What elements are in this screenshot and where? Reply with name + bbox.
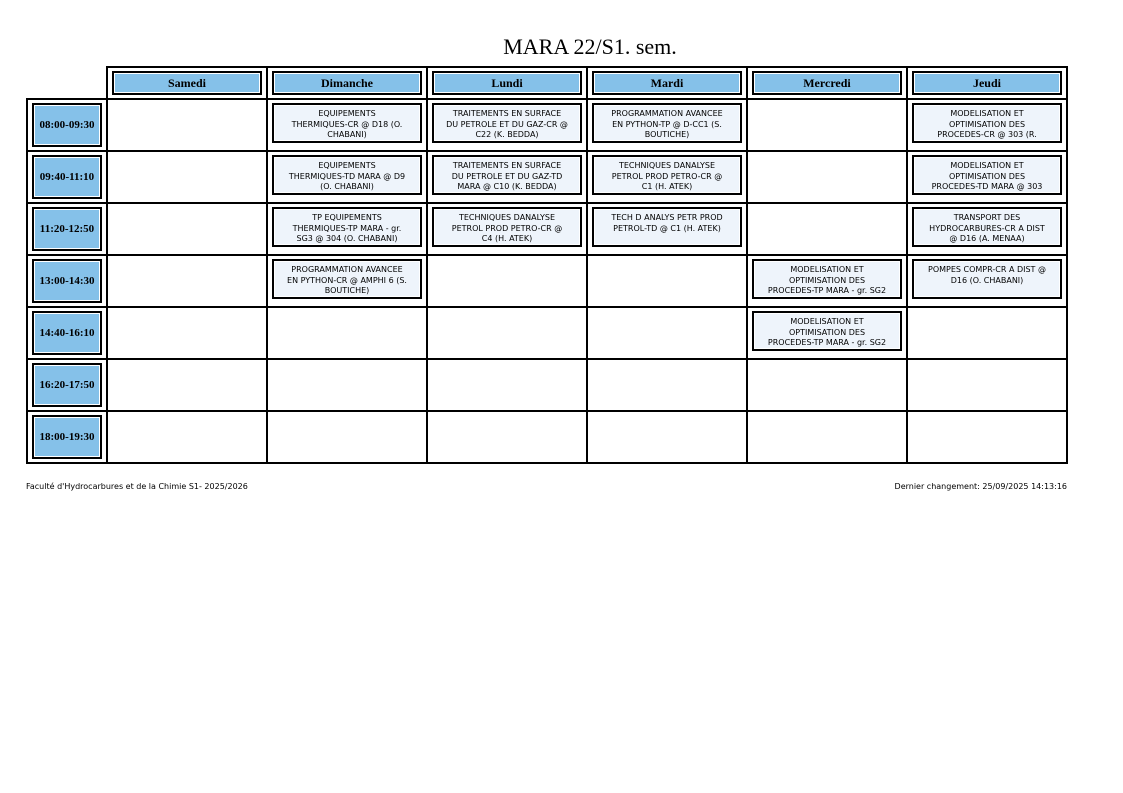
schedule-cell [427,359,587,411]
time-slot-label: 09:40-11:10 [32,155,102,199]
time-slot-label: 16:20-17:50 [32,363,102,407]
course-entry: MODELISATION ET OPTIMISATION DES PROCEDES-TP MARA - gr. SG2 [752,311,902,351]
schedule-cell [587,99,747,151]
schedule-cell [907,151,1067,203]
schedule-cell [587,307,747,359]
day-header-dimanche: Dimanche [272,71,422,95]
day-header-jeudi: Jeudi [912,71,1062,95]
day-header-mercredi: Mercredi [752,71,902,95]
time-slot-label: 13:00-14:30 [32,259,102,303]
day-header-cell [107,67,267,99]
time-slot-row [27,307,1067,359]
time-slot-row [27,255,1067,307]
time-slot-cell [27,203,107,255]
schedule-cell [267,99,427,151]
corner-cell [27,67,107,99]
schedule-cell [427,255,587,307]
schedule-cell [747,255,907,307]
time-slot-label: 08:00-09:30 [32,103,102,147]
day-header-row [27,67,1067,99]
course-entry: TECHNIQUES DANALYSE PETROL PROD PETRO-CR @ C1 (H. ATEK) [592,155,742,195]
schedule-cell [267,255,427,307]
time-slot-row [27,203,1067,255]
course-entry: TECH D ANALYS PETR PROD PETROL-TD @ C1 (H. ATEK) [592,207,742,247]
day-header-mardi: Mardi [592,71,742,95]
course-entry: PROGRAMMATION AVANCEE EN PYTHON-CR @ AMPHI 6 (S. BOUTICHE) [272,259,422,299]
course-entry: TRAITEMENTS EN SURFACE DU PETROLE ET DU GAZ-TD MARA @ C10 (K. BEDDA) [432,155,582,195]
schedule-cell [427,307,587,359]
course-entry: EQUIPEMENTS THERMIQUES-TD MARA @ D9 (O. CHABANI) [272,155,422,195]
time-slot-label: 14:40-16:10 [32,311,102,355]
schedule-cell [907,203,1067,255]
course-entry: TP EQUIPEMENTS THERMIQUES-TP MARA - gr. SG3 @ 304 (O. CHABANI) [272,207,422,247]
schedule-cell [587,255,747,307]
schedule-cell [427,99,587,151]
schedule-cell [107,99,267,151]
schedule-cell [587,203,747,255]
course-entry: MODELISATION ET OPTIMISATION DES PROCEDES-TD MARA @ 303 [912,155,1062,195]
course-entry: PROGRAMMATION AVANCEE EN PYTHON-TP @ D-CC1 (S. BOUTICHE) [592,103,742,143]
time-slot-cell [27,359,107,411]
day-header-cell [587,67,747,99]
time-slot-row [27,411,1067,463]
schedule-cell [907,359,1067,411]
schedule-cell [427,203,587,255]
timetable [26,66,1068,464]
page-title: MARA 22/S1. sem. [503,34,677,59]
time-slot-row [27,151,1067,203]
course-entry: MODELISATION ET OPTIMISATION DES PROCEDES-TP MARA - gr. SG2 [752,259,902,299]
time-slot-cell [27,255,107,307]
schedule-cell [107,255,267,307]
time-slot-label: 11:20-12:50 [32,207,102,251]
schedule-cell [907,255,1067,307]
schedule-cell [907,411,1067,463]
schedule-cell [107,307,267,359]
schedule-cell [107,203,267,255]
schedule-cell [427,151,587,203]
schedule-cell [587,151,747,203]
course-entry: EQUIPEMENTS THERMIQUES-CR @ D18 (O. CHABANI) [272,103,422,143]
time-slot-cell [27,307,107,359]
day-header-cell [747,67,907,99]
day-header-samedi: Samedi [112,71,262,95]
schedule-cell [587,359,747,411]
schedule-cell [267,203,427,255]
course-entry: POMPES COMPR-CR A DIST @ D16 (O. CHABANI) [912,259,1062,299]
time-slot-row [27,359,1067,411]
time-slot-row [27,99,1067,151]
footer-faculty: Faculté d'Hydrocarbures et de la Chimie S1- 2025/2026 [26,482,248,491]
time-slot-cell [27,151,107,203]
footer-last-change: Dernier changement: 25/09/2025 14:13:16 [894,482,1067,491]
schedule-cell [267,359,427,411]
day-header-cell [427,67,587,99]
time-slot-cell [27,99,107,151]
schedule-cell [267,307,427,359]
time-slot-label: 18:00-19:30 [32,415,102,459]
day-header-cell [907,67,1067,99]
schedule-cell [747,359,907,411]
course-entry: TRAITEMENTS EN SURFACE DU PETROLE ET DU GAZ-CR @ C22 (K. BEDDA) [432,103,582,143]
schedule-cell [907,99,1067,151]
day-header-cell [267,67,427,99]
time-slot-cell [27,411,107,463]
schedule-cell [107,359,267,411]
schedule-cell [107,151,267,203]
course-entry: MODELISATION ET OPTIMISATION DES PROCEDES-CR @ 303 (R. [912,103,1062,143]
schedule-cell [267,411,427,463]
schedule-cell [107,411,267,463]
course-entry: TECHNIQUES DANALYSE PETROL PROD PETRO-CR @ C4 (H. ATEK) [432,207,582,247]
schedule-cell [907,307,1067,359]
schedule-cell [747,151,907,203]
day-header-lundi: Lundi [432,71,582,95]
schedule-cell [427,411,587,463]
schedule-cell [747,99,907,151]
schedule-cell [587,411,747,463]
schedule-cell [747,411,907,463]
schedule-cell [747,307,907,359]
course-entry: TRANSPORT DES HYDROCARBURES-CR A DIST @ D16 (A. MENAA) [912,207,1062,247]
schedule-cell [267,151,427,203]
schedule-cell [747,203,907,255]
